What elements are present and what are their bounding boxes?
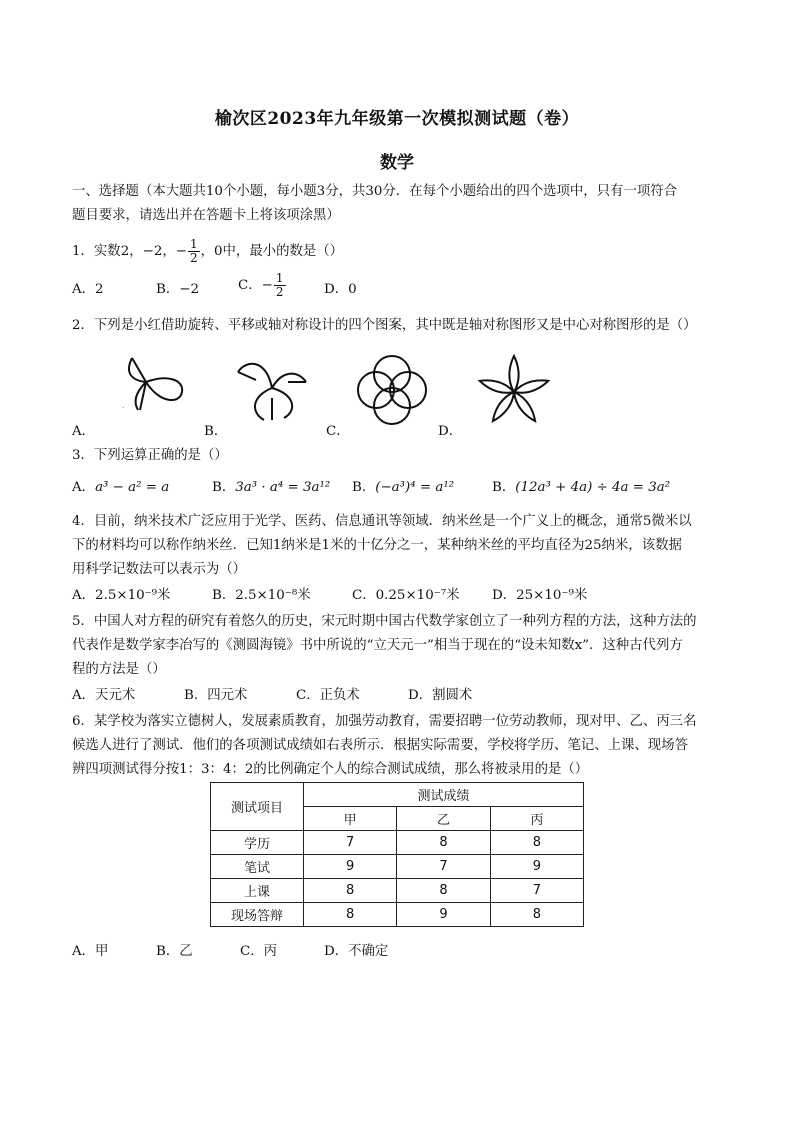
q3-expr-d: (12a³ + 4a) ÷ 4a = 3a² [515, 480, 671, 495]
q3-expr-c: (−a³)⁴ = a¹² [375, 480, 455, 495]
candidate-header: 乙 [397, 807, 490, 831]
q3-option-c-label: B． [352, 480, 376, 495]
q5-option-d[interactable]: D．割圆术 [408, 688, 473, 703]
q6-option-b[interactable]: B．乙 [156, 944, 193, 959]
q3-option-a-label: A． [72, 480, 96, 495]
score-cell: 8 [490, 903, 583, 927]
score-cell: 7 [490, 879, 583, 903]
q4-line1: 4．目前，纳米技术广泛应用于光学、医药、信息通讯等领域．纳米丝是一个广义上的概念，通常5微米以 [72, 514, 692, 529]
q2-option-d[interactable]: D． [438, 424, 463, 439]
q1-option-a[interactable]: A．2 [72, 282, 104, 297]
subject-title: 数学 [380, 153, 414, 173]
q4-line2: 下的材料均可以称作纳米丝．已知1纳米是1米的十亿分之一，某种纳米丝的平均直径为25纳米，该数据 [72, 538, 682, 553]
q1-option-d[interactable]: D．0 [324, 282, 357, 297]
q1-frac-num: 1 [189, 237, 198, 251]
q1-option-c[interactable] [238, 272, 287, 299]
q5-line2: 代表作是数学家李冶写的《测圆海镜》书中所说的“立天元一”相当于现在的“设未知数x”．这种古代列方 [72, 638, 683, 653]
q5-option-c[interactable]: C．正负术 [296, 688, 360, 703]
q3-expr-a: a³ − a² = a [95, 480, 170, 495]
q3-stem: 3．下列运算正确的是（） [72, 448, 228, 463]
score-cell: 7 [397, 855, 490, 879]
row-item: 学历 [211, 831, 304, 855]
q4-option-c[interactable]: C．0.25×10⁻⁷米 [352, 588, 460, 603]
q5-option-b[interactable]: B．四元术 [184, 688, 248, 703]
q1-option-c-minus: − [261, 278, 273, 293]
q5-line3: 程的方法是（） [72, 662, 166, 677]
candidate-header: 丙 [490, 807, 583, 831]
row-item: 现场答辩 [211, 903, 304, 927]
q5-line1: 5．中国人对方程的研究有着悠久的历史，宋元时期中国古代数学家创立了一种列方程的方法，这种方法的 [72, 614, 697, 629]
q6-line3: 辨四项测试得分按1：3：4：2的比例确定个人的综合测试成绩，那么将被录用的是（） [72, 762, 589, 777]
score-cell: 8 [397, 879, 490, 903]
table-group-header: 测试成绩 [304, 783, 584, 807]
q1-fraction [188, 238, 200, 265]
q3-option-b-label: B． [212, 480, 236, 495]
score-cell: 8 [397, 831, 490, 855]
row-item: 上课 [211, 879, 304, 903]
q3-option-c[interactable] [352, 478, 454, 498]
swirl-figure-icon [232, 352, 312, 424]
q1-option-b[interactable] [156, 280, 199, 300]
five-petal-figure-icon [472, 352, 556, 428]
q1-minus: − [175, 244, 187, 259]
four-circles-figure-icon [354, 352, 430, 428]
q1-stem-b: ，0中，最小的数是（） [200, 244, 344, 259]
q3-option-a[interactable] [72, 478, 169, 498]
q1-option-c-label: C． [238, 278, 262, 293]
q3-option-b[interactable] [212, 478, 330, 498]
table-row [211, 903, 584, 927]
table-row [211, 879, 584, 903]
q1-c-den: 2 [275, 285, 284, 299]
q2-figures [72, 352, 552, 438]
q2-option-c[interactable]: C． [326, 424, 350, 439]
q4-option-b[interactable]: B．2.5×10⁻⁸米 [212, 588, 311, 603]
q3-option-d-label: B． [492, 480, 516, 495]
exam-title: 榆次区2023年九年级第一次模拟测试题（卷） [214, 109, 580, 129]
q2-option-b[interactable]: B． [204, 424, 228, 439]
score-cell: 9 [490, 855, 583, 879]
candidate-header: 甲 [304, 807, 397, 831]
score-cell: 9 [397, 903, 490, 927]
pinwheel-figure-icon [118, 352, 190, 414]
q3-expr-b: 3a³ · a⁴ = 3a¹² [235, 480, 331, 495]
q6-option-c[interactable]: C．丙 [240, 944, 278, 959]
q6-option-a[interactable]: A．甲 [72, 944, 109, 959]
q6-option-d[interactable]: D．不确定 [324, 944, 389, 959]
score-cell: 8 [304, 903, 397, 927]
q1-option-c-fraction [274, 272, 286, 299]
table-corner-header: 测试项目 [211, 783, 304, 831]
q4-line3: 用科学记数法可以表示为（） [72, 562, 247, 577]
svg-text:.: . [122, 401, 125, 410]
section-intro-line2: 题目要求，请选出并在答题卡上将该项涂黑） [72, 208, 340, 223]
q1-option-b-label: B． [156, 282, 180, 297]
table-row [211, 855, 584, 879]
q4-option-a[interactable]: A．2.5×10⁻⁹米 [72, 588, 171, 603]
q2-stem: 2．下列是小红借助旋转、平移或轴对称设计的四个图案，其中既是轴对称图形又是中心对称图形的是（） [72, 318, 697, 333]
q3-option-d[interactable] [492, 478, 670, 498]
q1-neg2: −2 [142, 244, 163, 259]
q1-stem [72, 238, 343, 265]
q2-option-a[interactable]: A． [72, 424, 96, 439]
q4-option-d[interactable]: D．25×10⁻⁹米 [492, 588, 588, 603]
section-intro-line1: 一、选择题（本大题共10个小题，每小题3分，共30分．在每个小题给出的四个选项中，只有一项符合 [72, 184, 678, 199]
q1-c-num: 1 [275, 271, 284, 285]
q5-option-a[interactable]: A．天元术 [72, 688, 136, 703]
q1-frac-den: 2 [189, 251, 198, 265]
score-cell: 8 [304, 879, 397, 903]
q1-option-b-value: −2 [179, 282, 199, 297]
q6-score-table [210, 782, 584, 927]
q1-sep: ， [162, 244, 176, 259]
q1-stem-a: 1．实数2， [72, 244, 143, 259]
table-row [211, 831, 584, 855]
q6-line2: 候选人进行了测试．他们的各项测试成绩如右表所示．根据实际需要，学校将学历、笔记、上课、现场答 [72, 738, 688, 753]
score-cell: 9 [304, 855, 397, 879]
q6-line1: 6．某学校为落实立德树人，发展素质教育，加强劳动教育，需要招聘一位劳动教师，现对甲、乙、丙三名 [72, 714, 697, 729]
score-cell: 8 [490, 831, 583, 855]
score-cell: 7 [304, 831, 397, 855]
row-item: 笔试 [211, 855, 304, 879]
